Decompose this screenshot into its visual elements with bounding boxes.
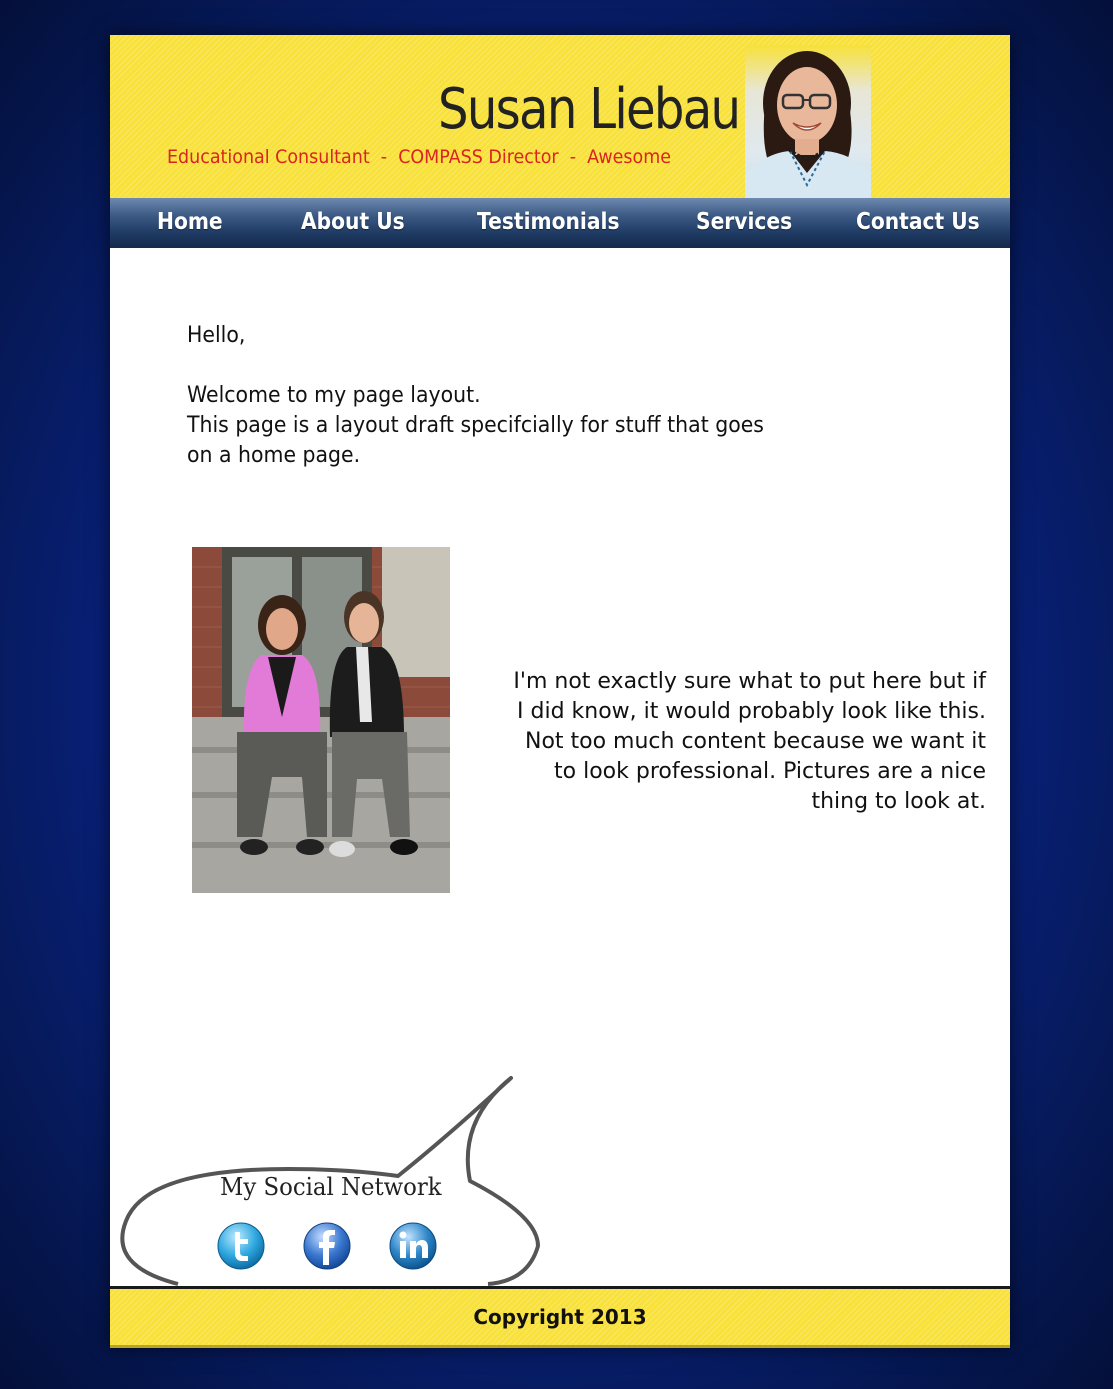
- social-title: My Social Network: [220, 1173, 442, 1201]
- site-header: [110, 35, 1010, 198]
- photo-image: [192, 547, 450, 893]
- copyright-text: Copyright 2013: [473, 1305, 647, 1329]
- footer-divider: [110, 1345, 1010, 1348]
- nav-item-contact-us[interactable]: Contact Us: [856, 209, 980, 235]
- nav-item-about-us[interactable]: About Us: [301, 209, 405, 235]
- spacer: [187, 351, 838, 381]
- greeting: Hello,: [187, 323, 246, 348]
- linkedin-icon[interactable]: [388, 1221, 438, 1271]
- intro-line: Welcome to my page layout.: [187, 383, 481, 408]
- content-photo: [192, 547, 450, 893]
- portrait-image: [745, 45, 871, 198]
- intro-text: [187, 321, 838, 471]
- intro-line: on a home page.: [187, 443, 361, 468]
- side-text: I'm not exactly sure what to put here but if I did know, it would probably look like this. Not too much content because we want it to look professional. Pictures are a nice thing to look at.: [513, 669, 986, 814]
- intro-line: This page is a layout draft specifcially for stuff that goes: [187, 413, 764, 438]
- site-footer: [110, 1286, 1010, 1348]
- header-portrait: [745, 45, 871, 198]
- page-frame: [110, 35, 1010, 1348]
- site-title: Susan Liebau: [438, 77, 740, 142]
- nav-item-testimonials[interactable]: Testimonials: [477, 209, 620, 235]
- main-nav: [110, 198, 1010, 248]
- twitter-icon[interactable]: [216, 1221, 266, 1271]
- nav-item-home[interactable]: Home: [157, 209, 223, 235]
- site-tagline: Educational Consultant - COMPASS Director - Awesome: [167, 146, 672, 168]
- nav-item-services[interactable]: Services: [696, 209, 793, 235]
- facebook-icon[interactable]: [302, 1221, 352, 1271]
